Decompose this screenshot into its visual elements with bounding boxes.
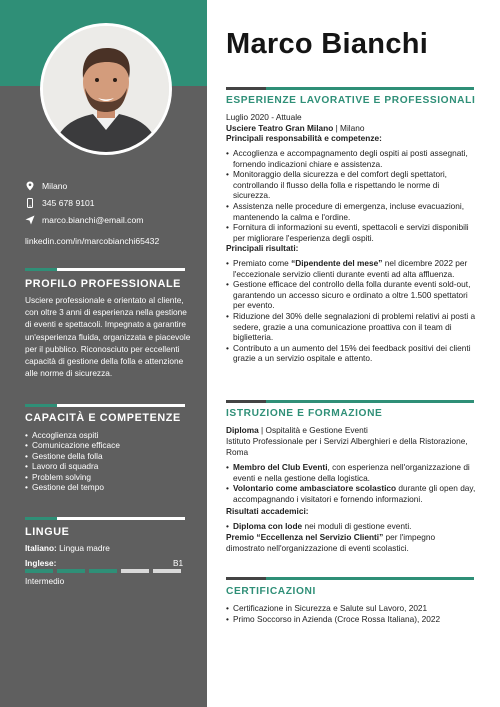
list-item: • Fornitura di informazioni su eventi, spettacoli e servizi disponibili per migliorare l'esperienza degli ospiti.	[226, 222, 476, 243]
list-item: • Accoglienza e accompagnamento degli ospiti ai posti assegnati, fornendo indicazioni chiare e assistenza.	[226, 148, 476, 169]
experience-divider	[226, 87, 474, 90]
list-item: • Problem solving	[25, 472, 120, 482]
responsibilities-list	[226, 148, 476, 243]
list-item: • Monitoraggio della sicurezza e del comfort degli spettatori, controllando il flusso della folla e rispettando le norme di sicurezza.	[226, 169, 476, 201]
certifications-list	[226, 603, 476, 624]
skills-list	[25, 430, 120, 492]
employer-name: Usciere Teatro Gran Milano	[226, 123, 334, 133]
language-level-segment	[153, 569, 181, 573]
languages-divider	[25, 517, 185, 520]
list-item: • Contributo a un aumento del 15% dei feedback positivi dei clienti grazie a un servizio ospitale e attento.	[226, 343, 476, 364]
language-english	[25, 558, 56, 568]
list-item	[226, 483, 476, 504]
list-item: • Gestione del tempo	[25, 482, 120, 492]
language-italian	[25, 543, 110, 553]
list-item	[226, 462, 476, 483]
result-highlight: “Dipendente del mese”	[291, 258, 383, 268]
responsibilities-label	[226, 133, 476, 144]
education-school: Istituto Professionale per i Servizi Alberghieri e della Ristorazione, Roma	[226, 436, 468, 457]
list-item: • Comunicazione efficace	[25, 440, 120, 450]
certifications-title: CERTIFICAZIONI	[226, 586, 316, 597]
academic-results-label	[226, 506, 476, 517]
language-level-segment	[89, 569, 117, 573]
phone-icon	[25, 198, 35, 208]
activity-highlight: Membro del Club Eventi	[233, 462, 328, 472]
experience-dates: Luglio 2020 - Attuale	[226, 112, 302, 122]
result-text: nel dicembre 2022 per l'eccezionale servizio clienti durante eventi ad alta affluenza.	[233, 258, 468, 279]
education-divider	[226, 400, 474, 403]
list-item: • Accoglienza ospiti	[25, 430, 120, 440]
results-list	[226, 258, 476, 364]
list-item: • Primo Soccorso in Azienda (Croce Rossa Italiana), 2022	[226, 614, 476, 625]
contact-phone	[25, 198, 95, 208]
list-item: • Gestione efficace del controllo della folla durante eventi sold-out, garantendo un accesso sicuro e ordinato a oltre 1.500 spettatori per evento.	[226, 279, 476, 311]
experience-title: ESPERIENZE LAVORATIVE E PROFESSIONALI	[226, 95, 476, 106]
activity-text: , con esperienza nell'organizzazione di eventi e nella gestione della logistica.	[233, 462, 470, 483]
academic-text: nei moduli di gestione eventi.	[302, 521, 412, 531]
activity-highlight: Volontario come ambasciatore scolastico	[233, 483, 397, 494]
academic-highlight: Diploma con lode	[233, 521, 303, 531]
linkedin-link[interactable]: linkedin.com/in/marcobianchi65432	[25, 236, 160, 246]
language-level-segment	[121, 569, 149, 573]
list-item: • Lavoro di squadra	[25, 461, 120, 471]
results-label	[226, 243, 476, 254]
list-item: • Gestione della folla	[25, 451, 120, 461]
language-label: Italiano:	[25, 543, 57, 553]
result-text: Premiato come	[233, 258, 292, 268]
language-level-text: Intermedio	[25, 576, 65, 586]
skills-title: CAPACITÀ E COMPETENZE	[25, 412, 181, 424]
profile-photo	[43, 26, 169, 152]
experience-employer	[226, 123, 476, 134]
degree-field: | Ospitalità e Gestione Eventi	[258, 425, 368, 435]
location-text: Milano	[42, 181, 68, 191]
list-item: • Riduzione del 30% delle segnalazioni di problemi relativi ai posti a sedere, grazie a una comunicazione proattiva con il team di biglietteria.	[226, 311, 476, 343]
academic-results-list	[226, 521, 476, 532]
education-title: ISTRUZIONE E FORMAZIONE	[226, 408, 383, 419]
profile-title: PROFILO PROFESSIONALE	[25, 278, 181, 290]
prize-text: per l'impegno dimostrato nell'organizzazione di eventi scolastici.	[226, 532, 436, 553]
certifications-divider	[226, 577, 474, 580]
list-item: • Certificazione in Sicurezza e Salute sul Lavoro, 2021	[226, 603, 476, 614]
language-level-segment	[25, 569, 53, 573]
prize-name: Premio “Eccellenza nel Servizio Clienti”	[226, 532, 384, 542]
activity-text: durante gli open day, accompagnando i visitatori e fornendo informazioni.	[233, 483, 476, 504]
language-cefr-level: B1	[173, 558, 184, 568]
list-item	[226, 258, 476, 279]
degree-name: Diploma	[226, 425, 259, 435]
email-link[interactable]: marco.bianchi@email.com	[42, 215, 144, 225]
send-icon	[25, 215, 35, 225]
language-label: Inglese:	[25, 558, 57, 568]
academic-results-heading: Risultati accademici:	[226, 506, 309, 516]
contact-email	[25, 215, 143, 225]
results-heading: Principali risultati:	[226, 243, 299, 253]
phone-text: 345 678 9101	[42, 198, 95, 208]
list-item	[226, 521, 476, 532]
language-level: Lingua madre	[59, 543, 110, 553]
skills-divider	[25, 404, 185, 407]
education-activities	[226, 462, 476, 504]
education-degree	[226, 425, 476, 436]
language-level-segment	[57, 569, 85, 573]
contact-location	[25, 181, 67, 191]
responsibilities-heading: Principali responsabilità e competenze:	[226, 133, 382, 143]
candidate-name: Marco Bianchi	[226, 28, 429, 60]
academic-prize	[226, 532, 476, 553]
languages-title: LINGUE	[25, 526, 70, 538]
profile-divider	[25, 268, 185, 271]
profile-text: Usciere professionale e orientato al cliente, con oltre 3 anni di esperienza nella gestione di eventi e spettacoli. Impegnato a garantire un'esperienza fluida, organizzata e piacevole per il pubblico. Riconosciuto per eccellenti capacità di gestione della folla e attenzione alle norme di sicurezza.	[25, 295, 191, 379]
location-pin-icon	[25, 181, 35, 191]
employer-location: | Milano	[333, 123, 365, 133]
list-item: • Assistenza nelle procedure di emergenza, incluse evacuazioni, mantenendo la calma e l'ordine.	[226, 201, 476, 222]
